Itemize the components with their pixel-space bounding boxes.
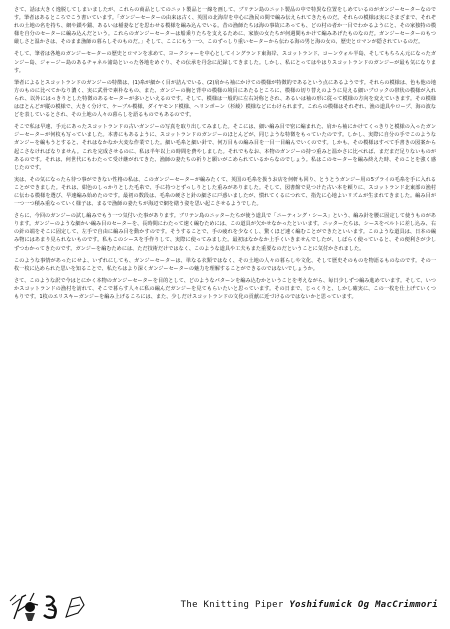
signature-label: The Knitting Piper <box>180 600 284 610</box>
paragraph-5: 実は、その気になったら待つ事ができない性格の私は、このガンジーセーターが編みたくて、英国の毛糸を扱うお店を何軒も回り、とうとうガンジー用の5プライの毛糸を手に入れることができました。それは、紺色のしっかりとした毛糸で、手に持つとずっしりとした重みがありました。そして、図書館で見つけた古い本を頼りに、スコットランド北東部の漁村に伝わる模様を選び、早速編み始めたのです。最初の数段は、毛糸の硬さと針の細さに戸惑いましたが、慣れてくるにつれて、指先に心地よいリズムが生まれてきました。編み目が一つ一つ積み重なっていく様子は、まるで漁師の妻たちが海辺で網を繕う姿を思い起こさせるようでした。 <box>14 176 436 208</box>
paragraph-3: 筆者によるとスコットランドのガンジーの特徴は、(1)糸が細かく目が詰んでいる、(2)肩から袖にかけての模様が特徴的であるという点にあるようです。それらの模様は、色も他の地方のものに比べてかなり濃く、実に武骨で素朴なもの、また、ガンジーの胸と背中の模様の境目にあたるところに、模様の切り替えのように見える細いブロックの帯状の模様が入れられ、以外にはっきりとした特徴のあるセーターが多いといえるのです。そして、模様は一般的に左右対称とされ、あるいは袖の形に従って模様の方向を変えていきます。その模様はほとんどが縦の模様で、大きく分けて、ケーブル模様、ダイヤモンド模様、ヘリンボーン（杉綾）模様などにわけられます。これらの模様はそれぞれ、漁の道具やロープ、海の波などを表しているとされ、その土地の人々の暮らしを語るものでもあるのです。 <box>14 79 436 119</box>
paragraph-4: そこで私は早速、手元にあったスコットランドの古いガンジーの写真を取り出してみました。そこには、細い編み目で密に編まれた、肩から袖にかけてくっきりと模様の入ったガンジーセーターが何枚も写っていました。本書にもあるように、スコットランドのガンジーのほとんどが、同じような特徴をもっていたのです。しかし、実際に自分の手でこのようなガンジーを編もうとすると、それはなかなか大変な作業でした。細い毛糸と細い針で、何万目もの編み目を一目一目編んでいくのです。しかも、その模様はすべて手書きの図案から起こさなければなりません。これを完成させるのに、私は半年以上の時間を費やしました。それでもなお、本物のガンジーの持つ重みと温かさに比べれば、まだまだ足りないものがあるのです。それは、何世代にもわたって受け継がれてきた、漁師の妻たちの祈りと願いがこめられているからなのでしょう。私はこのセーターを編み終えた時、そのことを強く感じたのです。 <box>14 124 436 171</box>
paragraph-6: さらに、今回のガンジーの試し編みでもう一つ気付いた事があります。ブリテン島のニッターたちが使う道具で「ニーティング・シース」という、編み針を腰に固定して使うものがあります。ガンジーのような細かい編み目のセーターを、長時間にわたって速く編むためには、この道具が欠かせなかったといいます。ニッターたちは、シースをベルトに差し込み、右の針の端をそこに固定して、左手で自由に編み目を動かすのです。そうすることで、手の疲れを少なくし、驚くほど速く編むことができたといいます。このような道具は、日本の編み物にはあまり見られないものです。私もこのシースを手作りして、実際に使ってみました。最初はなかなか上手くいきませんでしたが、しばらく使っていると、その便利さが少しずつわかってきたのです。ガンジーを編むためには、ただ技術だけではなく、このような道具や工夫もまた重要なのだということに気付かされました。 <box>14 213 436 252</box>
paragraph-2: そして、筆者は各地のガンジーセーターの歴史とロマンを求めて、ヨークシャーを中心としてイングランド東海岸、スコットランド、コーンウォル半島、そしてもちろん元になったガンジー島、ジャージー島のあるチャネル諸島といった各地をめぐり、その伝承を丹念に記録してきました。しかし、私にとってはやはりスコットランドのガンジーが最も気になります。 <box>14 51 436 74</box>
page-footer <box>8 591 438 623</box>
bagpiper-logo-icon <box>8 591 88 623</box>
paragraph-8: さて、このような訳で今はとにかく本物のガンジーセーターを目的として、どのようなパターンを編み込むかということを考えながら、毎日少しずつ編み進めています。そして、いつかスコットランドの漁村を訪れて、そこで暮らす人々に私の編んだガンジーを見てもらいたいと思っています。その日まで、じっくりと、しかし確実に、この一枚を仕上げていくつもりです。1枚のエリスキーガンジーを編み上げるころには、また、少しだけスコットランドの文化の貢献に近づけるのではないかと思っています。 <box>14 277 436 300</box>
signature-name: Yoshifumick Og MacCrimmori <box>289 600 438 610</box>
author-signature <box>181 600 438 610</box>
paragraph-1: さて、話は大きく逸脱してしまいましたが、これらの商品としてのニット製品と一線を画して、ブリテン島のニット製品の中で特異な位置をしめているのがガンジーセーターなのです。筆者はあるところでこう書いています。「ガンジーセーターの由来は古く、英国の北海岸を中心に漁民の間で編み伝えられてきたものだ。それらの模様は実にさまざまで、それぞれの土地の名を持ち、網や鎖や錨、あるいは稲妻などを思わせる模様を編み込んでいる。昔の漁師たちは海の事故にあっても、どの村の者か一目でわかるようにと、その家独特の模様を自分のセーターに編み込んだという。これらのガンジーセーターは船乗りたちを支えるために、家族の女たちが何週間もかけて編みあげたものなのだ。ガンジーセーターのもつ厳しさと温かさは、そのまま漁師の暮らしそのものだ。」そして、ここにもう一つ、このずっしり重いセーターから伝わる海の男と海の女の、歴史とロマンが隠されているのだ。 <box>14 7 436 46</box>
article-body <box>14 6 436 301</box>
paragraph-7: このような事情があったにせよ、いずれにしても、ガンジーセーターは、単なる衣類ではなく、その土地の人々の暮らしや文化、そして歴史そのものを物語るものなのです。その一枚一枚に込められた思いを知ることで、私たちはより深くガンジーセーターの魅力を理解することができるのではないでしょうか。 <box>14 257 436 272</box>
